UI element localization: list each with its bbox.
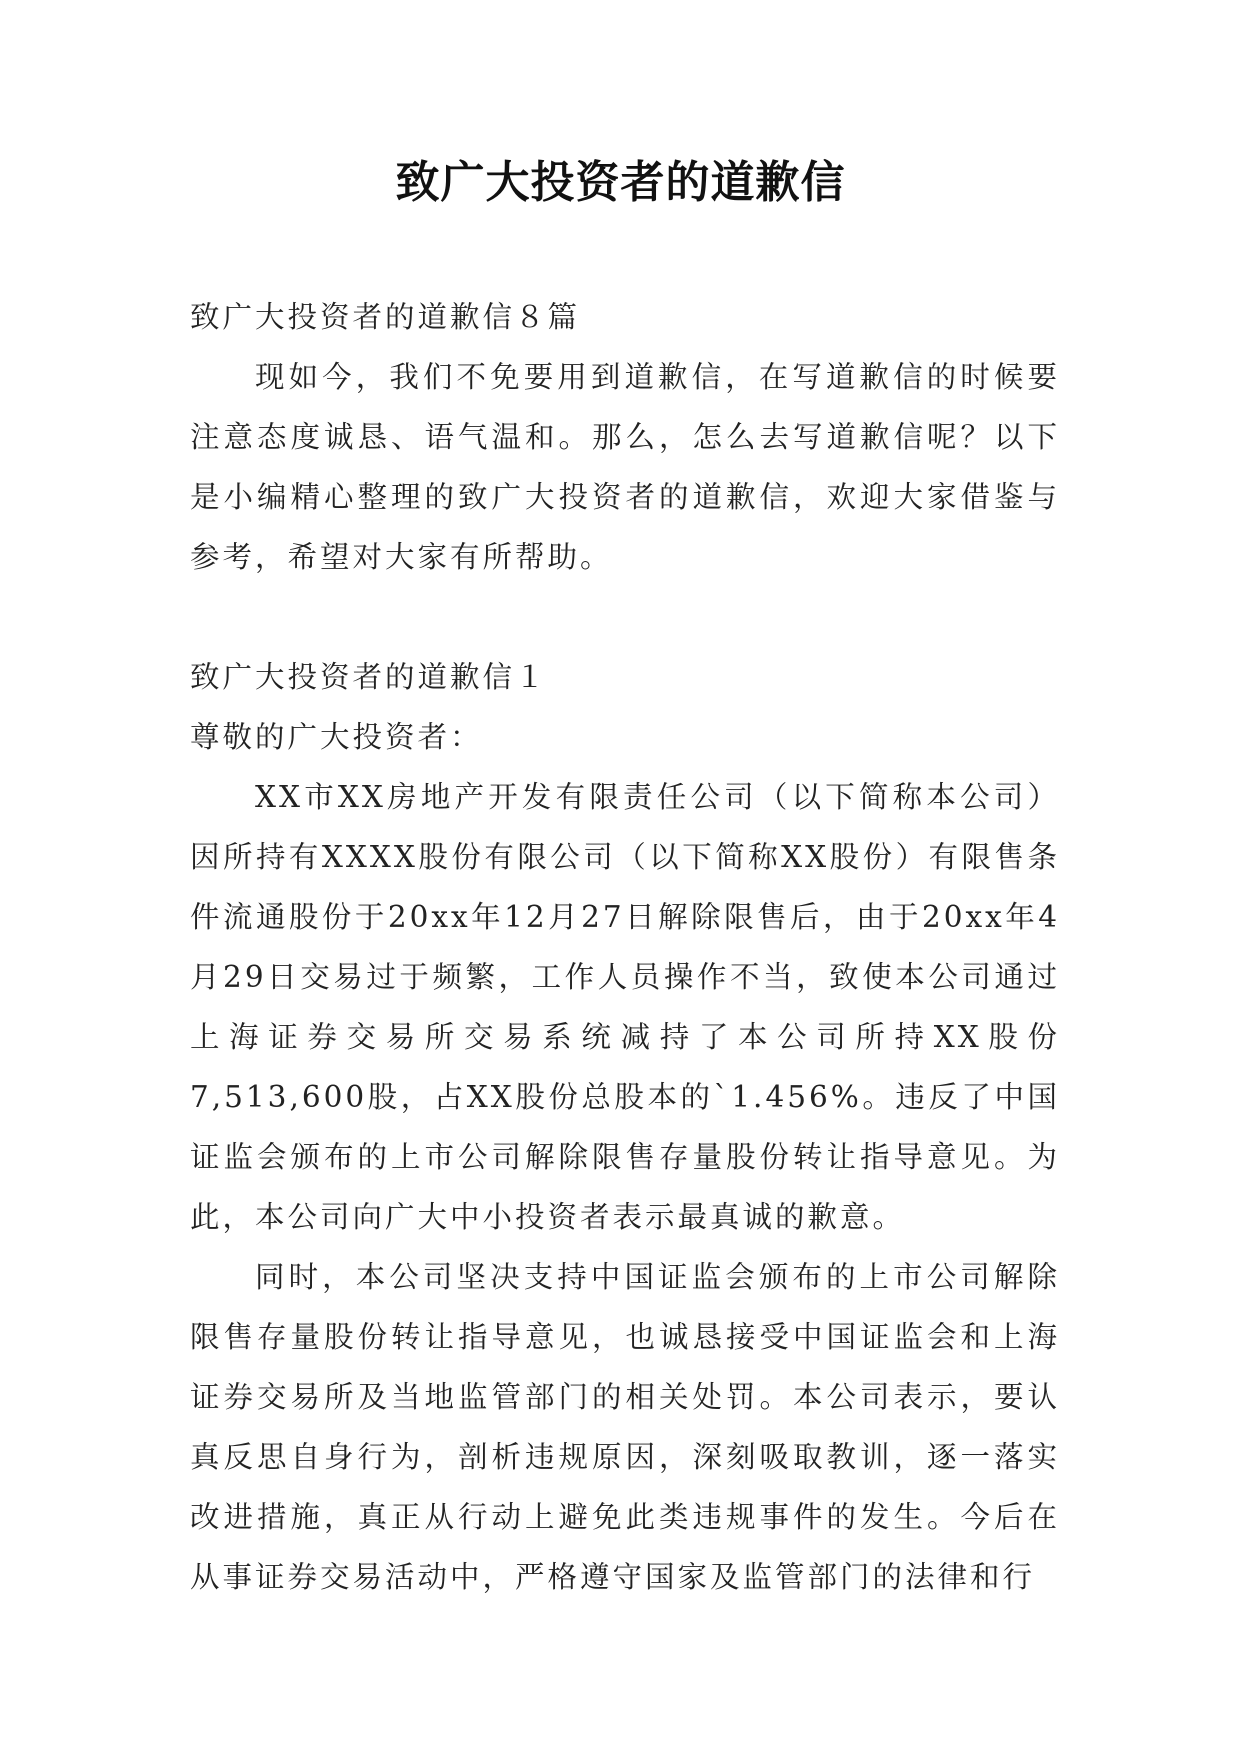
salutation: 尊敬的广大投资者： (190, 720, 483, 754)
document-subtitle: 致广大投资者的道歉信８篇 (190, 300, 581, 334)
document-body (190, 287, 1060, 1607)
body-paragraph: 同时，本公司坚决支持中国证监会颁布的上市公司解除限售存量股份转让指导意见，也诚恳接受中国证监会和上海证券交易所及当地监管部门的相关处罚。本公司表示，要认真反思自身行为，剖析违规原因，深刻吸取教训，逐一落实改进措施，真正从行动上避免此类违规事件的发生。今后在从事证券交易活动中，严格遵守国家及监管部门的法律和行 (190, 1260, 1060, 1594)
page-title: 致广大投资者的道歉信 (395, 157, 846, 208)
section-spacer (190, 587, 1060, 647)
body-paragraph: XX市XX房地产开发有限责任公司（以下简称本公司）因所持有XXXX股份有限公司（以下简称XX股份）有限售条件流通股份于20xx年12月27日解除限售后，由于20xx年4月29日交易过于频繁，工作人员操作不当，致使本公司通过上海证券交易所交易系统减持了本公司所持XX股份7,513,600股，占XX股份总股本的`1.456%。违反了中国证监会颁布的上市公司解除限售存量股份转让指导意见。为此，本公司向广大中小投资者表示最真诚的歉意。 (190, 780, 1060, 1234)
intro-paragraph: 现如今，我们不免要用到道歉信，在写道歉信的时候要注意态度诚恳、语气温和。那么，怎么去写道歉信呢？以下是小编精心整理的致广大投资者的道歉信，欢迎大家借鉴与参考，希望对大家有所帮助。 (190, 360, 1060, 574)
letter-heading: 致广大投资者的道歉信１ (190, 660, 548, 694)
